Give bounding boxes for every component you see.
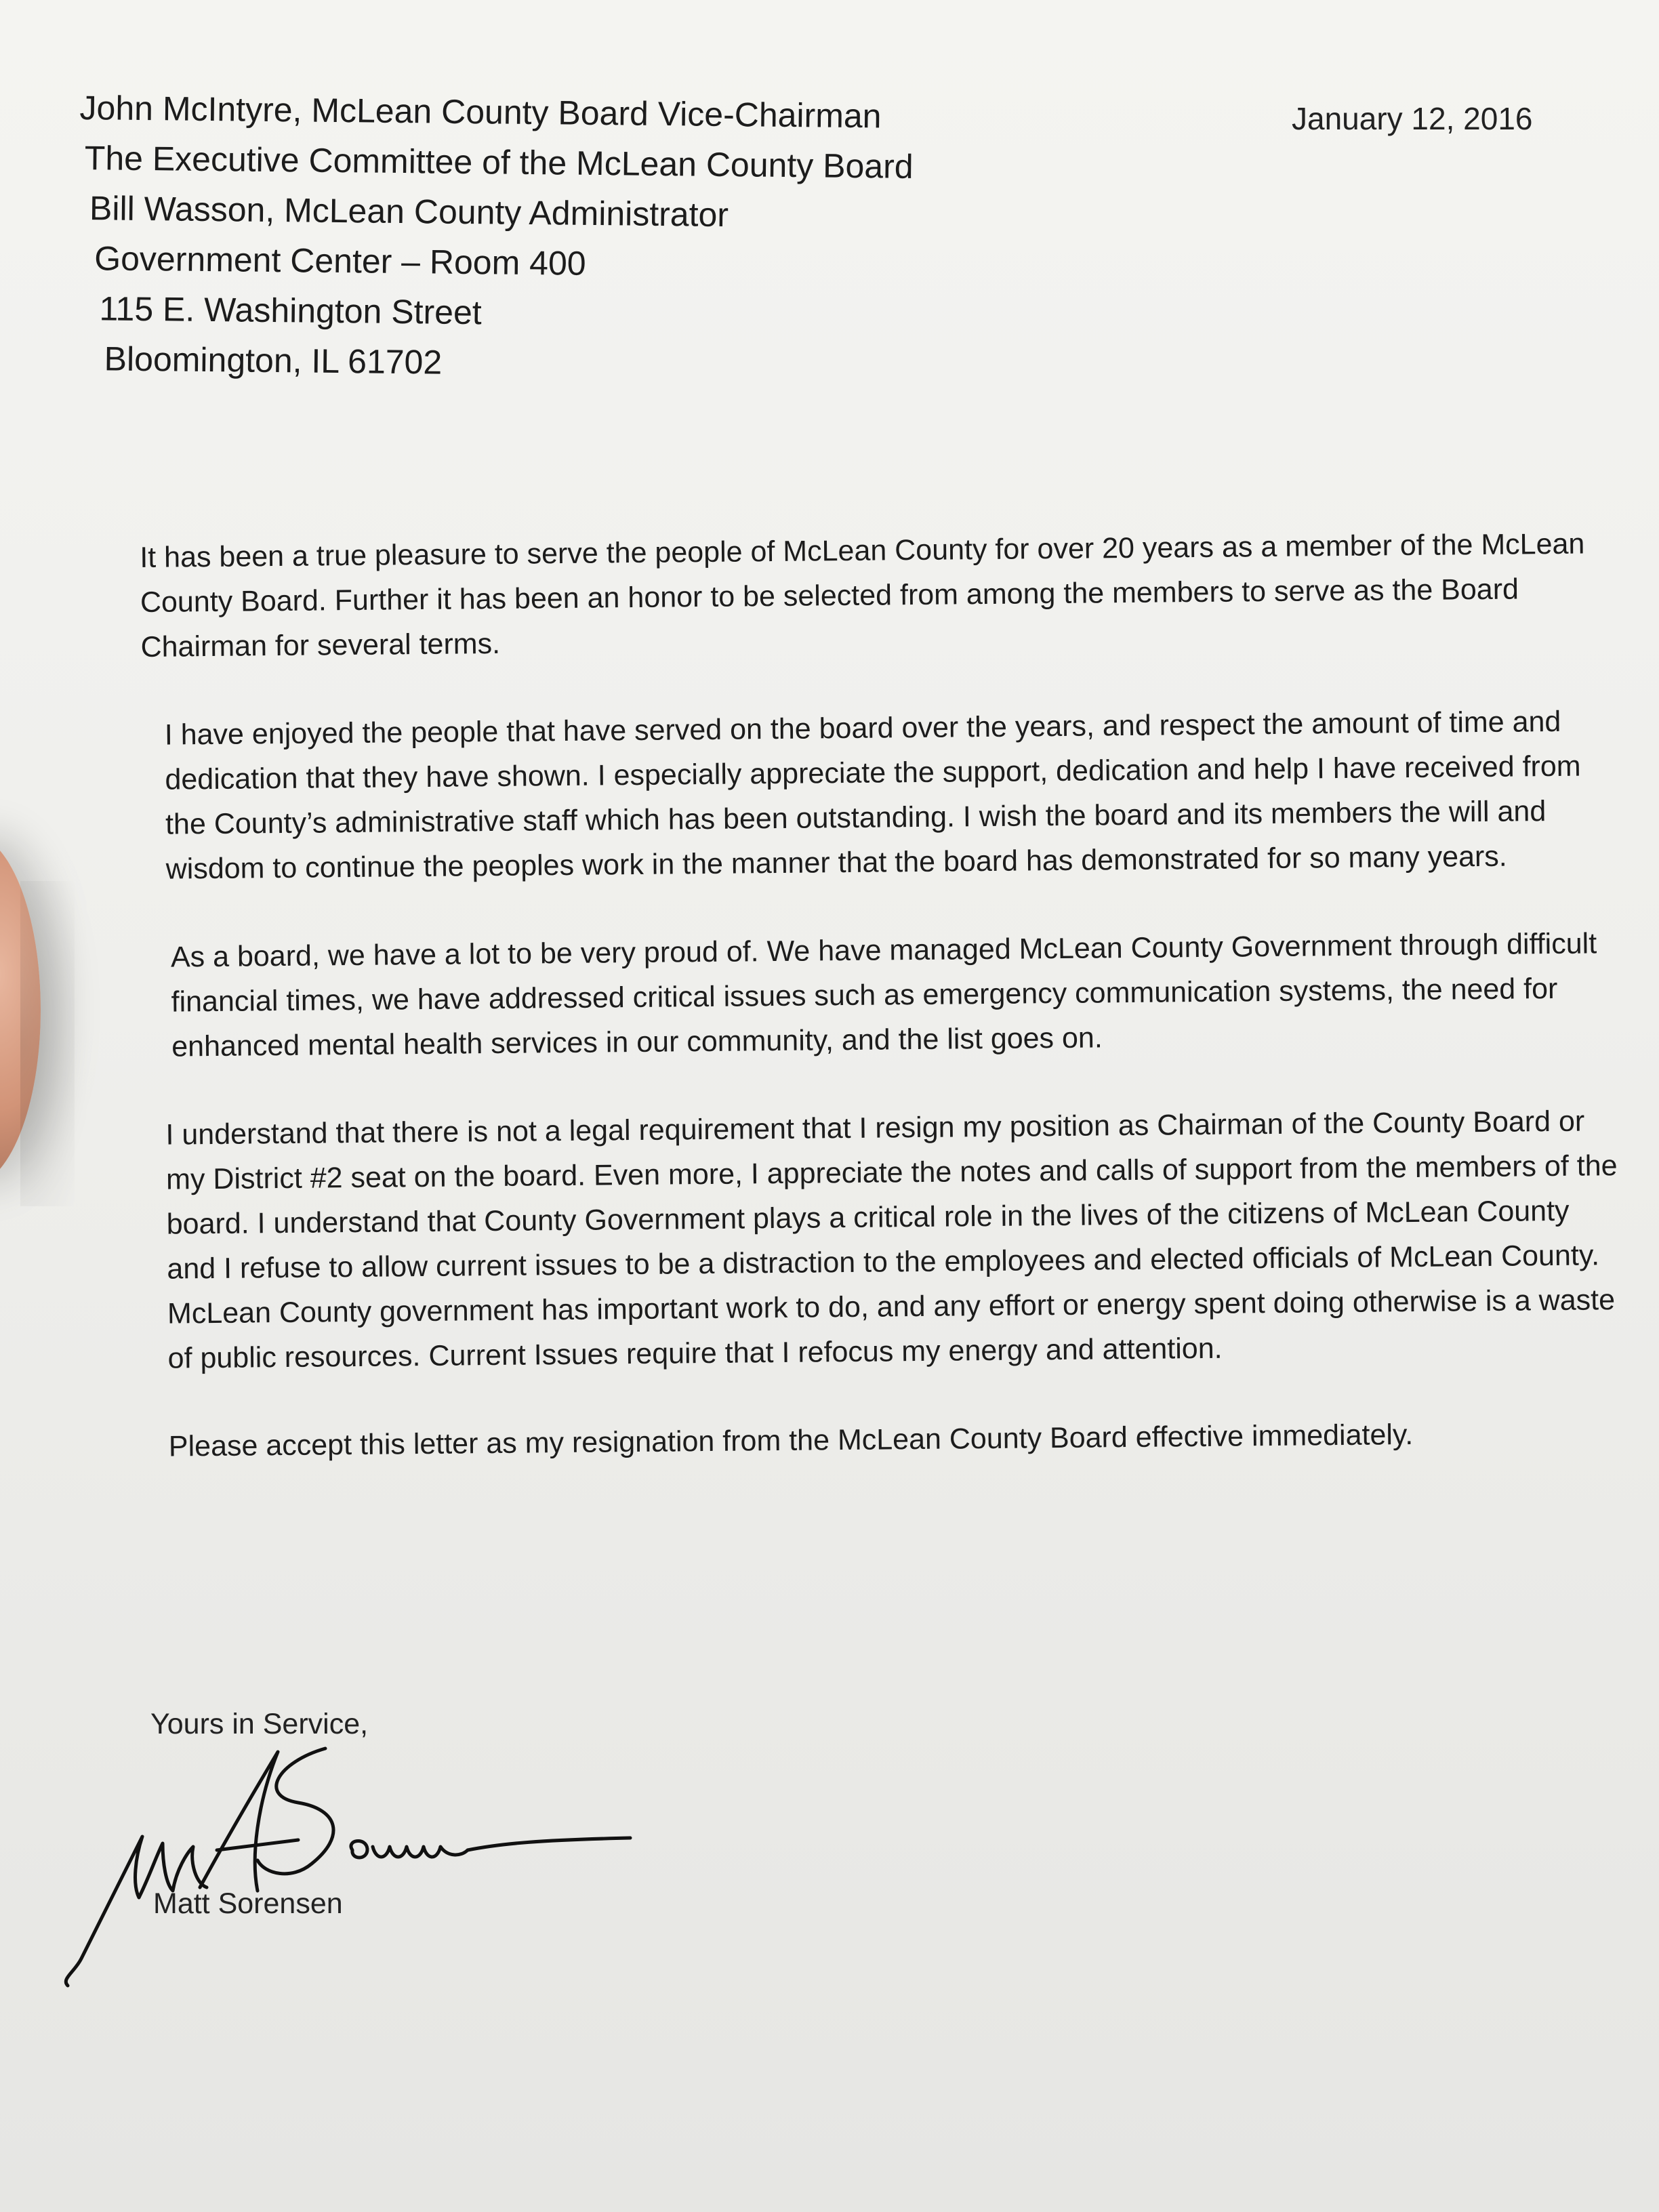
letter-date: January 12, 2016 xyxy=(1292,101,1533,136)
body-paragraph: Please accept this letter as my resignation from the McLean County Board effective immediately. xyxy=(168,1418,1414,1463)
signer-name: Matt Sorensen xyxy=(153,1887,343,1920)
letter-body xyxy=(140,521,1626,1513)
handwritten-signature xyxy=(54,1721,664,2006)
body-paragraph: I have enjoyed the people that have served on the board over the years, and respect the amount of time and dedication that they have shown. I especially appreciate the support, dedication and help I have received from the County’s administrative staff which has been outstanding. I wish the board and its members the will and wisdom to continue the peoples work in the manner that the board has demonstrated for so many years. xyxy=(164,705,1581,886)
signature-text: Matt Sorensen xyxy=(54,1721,59,1722)
body-paragraph: It has been a true pleasure to serve the people of McLean County for over 20 years as a member of the McLean County Board. Further it has been an honor to be selected from among the members to serve as the Board Chairman for several terms. xyxy=(140,527,1585,663)
body-paragraph: I understand that there is not a legal requirement that I resign my position as Chairman of the County Board or my District #2 seat on the board. Even more, I appreciate the notes and calls of support from the members of the board. I understand that County Government plays a critical role in the lives of the citizens of McLean County and I refuse to allow current issues to be a distraction to the employees and elected officials of McLean County. McLean County government has important work to do, and any effort or energy spent doing otherwise is a waste of public resources. Current Issues require that I refocus my energy and attention. xyxy=(165,1105,1618,1375)
recipient-line: Government Center – Room 400 xyxy=(94,239,586,283)
recipient-line: 115 E. Washington Street xyxy=(99,289,482,332)
recipient-line: The Executive Committee of the McLean County Board xyxy=(84,139,914,186)
recipient-line: John McIntyre, McLean County Board Vice-Chairman xyxy=(79,88,882,136)
recipient-address-block xyxy=(77,83,914,392)
thumb-shadow xyxy=(20,881,75,1206)
closing-salutation: Yours in Service, xyxy=(150,1708,369,1740)
recipient-line: Bloomington, IL 61702 xyxy=(104,340,443,382)
recipient-line: Bill Wasson, McLean County Administrator xyxy=(89,189,729,234)
body-paragraph: As a board, we have a lot to be very proud of. We have managed McLean County Government through difficult financial times, we have addressed critical issues such as emergency communication systems, the need for enhanced mental health services in our community, and the list goes on. xyxy=(170,927,1597,1063)
